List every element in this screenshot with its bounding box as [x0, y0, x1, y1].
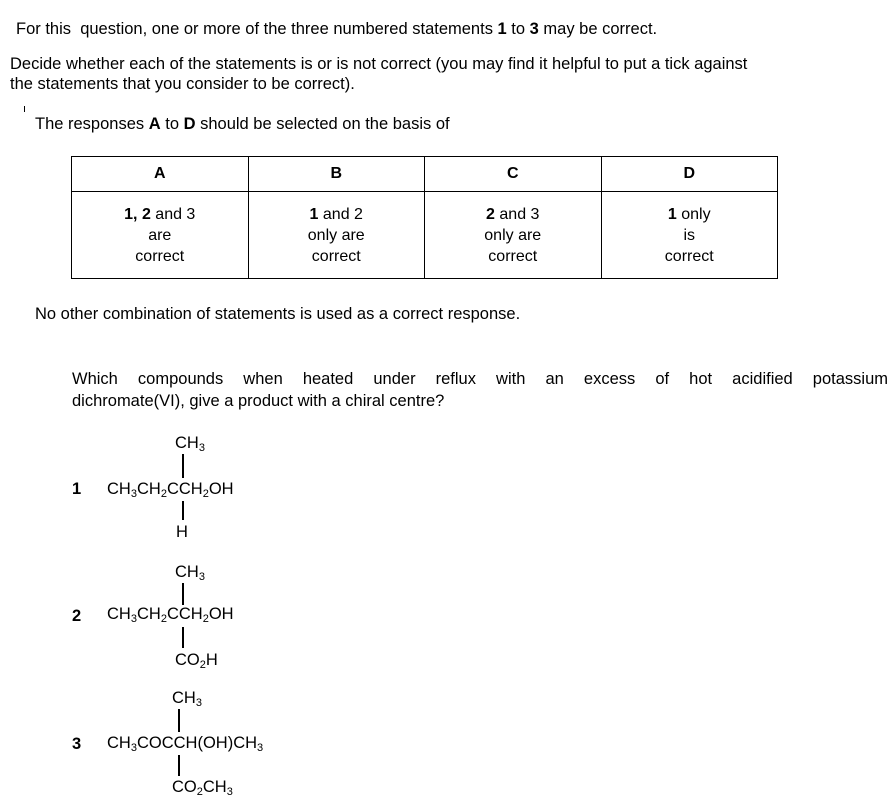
key-cell-c: 2 and 3 only are correct	[425, 192, 602, 279]
key-header-d: D	[601, 157, 778, 192]
option-1-bottom-group: H	[176, 523, 188, 541]
key-header-c: C	[425, 157, 602, 192]
question-line-1: Which compounds when heated under reflux with an excess of hot acidified potassium	[72, 370, 888, 388]
intro-line-3: The responses A to D should be selected on the basis of	[35, 115, 450, 133]
option-1-bond-down	[182, 501, 184, 520]
key-header-row	[72, 157, 778, 192]
key-cell-b: 1 and 2 only are correct	[248, 192, 425, 279]
option-3-bond-up	[178, 709, 180, 732]
option-3-top-group: $CH_3$	[172, 689, 202, 709]
option-3-number: 3	[72, 735, 82, 753]
option-2-number: 2	[72, 607, 82, 625]
key-header-b: B	[248, 157, 425, 192]
option-3-bottom-group: $CO_2CH_3$	[172, 778, 233, 798]
stray-mark	[24, 106, 25, 112]
option-2-bond-up	[182, 583, 184, 605]
option-2-bottom-group: $CO_2H$	[175, 651, 218, 671]
option-1-top-group: $CH_3$	[175, 434, 205, 454]
key-body-row	[72, 192, 778, 279]
option-2-bond-down	[182, 627, 184, 648]
no-other-combination: No other combination of statements is used as a correct response.	[35, 305, 521, 323]
option-1-main-chain: $CH_3CH_2CCH_2OH$	[107, 480, 234, 500]
question-line-2: dichromate(VI), give a product with a chiral centre?	[72, 392, 445, 410]
key-cell-a: 1, 2 and 3 are correct	[72, 192, 249, 279]
intro-line-1: For this question, one or more of the three numbered statements 1 to 3 may be correct.	[16, 20, 658, 38]
option-1-bond-up	[182, 454, 184, 478]
option-3-main-chain: $CH_3COCCH(OH)CH_3$	[107, 734, 264, 754]
key-cell-d: 1 only is correct	[601, 192, 778, 279]
option-3-bond-down	[178, 755, 180, 776]
option-2-top-group: $CH_3$	[175, 563, 205, 583]
option-2-main-chain: $CH_3CH_2CCH_2OH$	[107, 605, 234, 625]
intro-line-2: Decide whether each of the statements is or is not correct (you may find it helpful to put a tick against	[10, 55, 748, 73]
response-key-table	[71, 156, 778, 279]
key-header-a: A	[72, 157, 249, 192]
option-1-number: 1	[72, 480, 82, 498]
intro-line-2b: the statements that you consider to be correct).	[10, 75, 355, 93]
